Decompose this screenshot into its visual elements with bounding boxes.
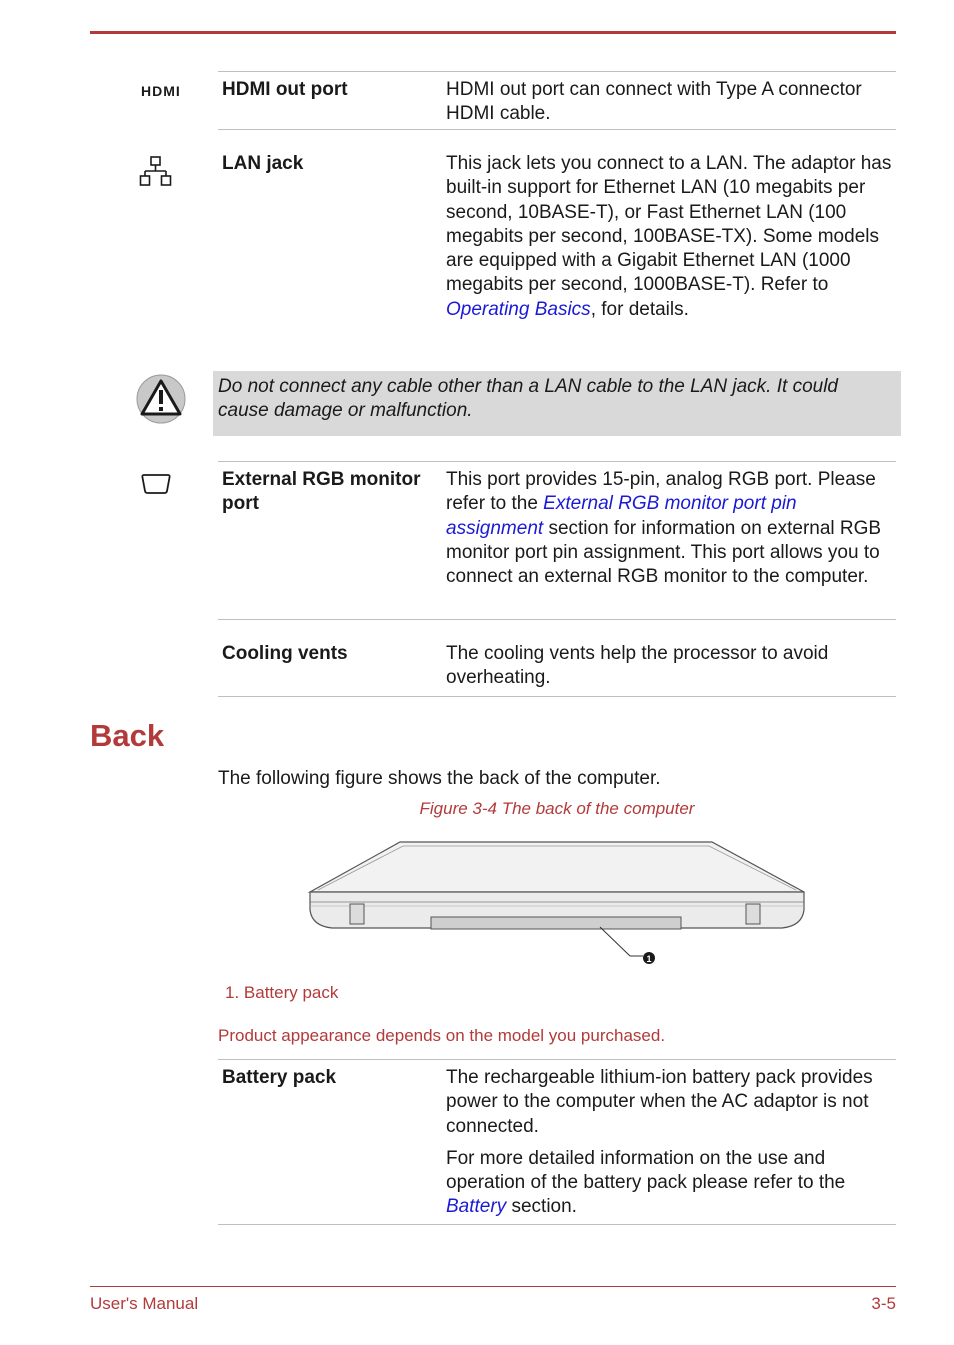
battery-desc-p2-tail: section.	[506, 1196, 577, 1218]
footer-title: User's Manual	[90, 1294, 199, 1313]
lan-icon	[139, 156, 173, 193]
page-number: 3-5	[871, 1294, 896, 1313]
cooling-desc: The cooling vents help the processor to avoid overheating.	[446, 643, 829, 689]
laptop-back-illustration	[308, 840, 808, 975]
rgb-desc-tail: section for information on external RGB monitor port pin assignment. This port allows you to connect an external RGB monitor to the computer.	[446, 517, 882, 588]
warning-icon	[136, 374, 186, 429]
lan-desc-tail: , for details.	[590, 298, 689, 320]
battery-term: Battery pack	[222, 1067, 337, 1088]
rgb-row	[218, 461, 896, 620]
warning-text: Do not connect any cable other than a LAN cable to the LAN jack. It could cause damage or malfunction.	[218, 376, 838, 422]
battery-desc-p1: The rechargeable lithium-ion battery pack provides power to the computer when the AC adaptor is not connected.	[446, 1067, 873, 1137]
hdmi-term: HDMI out port	[222, 79, 348, 100]
hdmi-row	[218, 71, 896, 130]
battery-desc-p2	[446, 1147, 896, 1220]
battery-link[interactable]: Battery	[446, 1196, 507, 1218]
cooling-term: Cooling vents	[222, 643, 348, 664]
svg-text:HDMI: HDMI	[141, 84, 181, 98]
back-intro: The following figure shows the back of the computer.	[218, 768, 661, 789]
rgb-term: External RGB monitor port	[222, 469, 421, 515]
svg-text:1: 1	[646, 954, 652, 964]
figure-legend-item: 1. Battery pack	[225, 983, 339, 1002]
rgb-desc	[446, 468, 896, 589]
hdmi-icon	[141, 84, 203, 103]
figure-caption: Figure 3-4 The back of the computer	[419, 799, 695, 818]
lan-row	[218, 129, 896, 354]
cooling-row	[218, 619, 896, 697]
operating-basics-link[interactable]: Operating Basics	[446, 298, 591, 320]
battery-desc	[446, 1066, 896, 1220]
rgb-port-icon	[141, 473, 171, 500]
battery-row	[218, 1059, 896, 1225]
header-rule	[90, 31, 896, 34]
rgb-desc-text: This port provides 15-pin, analog RGB port. Please refer to the	[446, 469, 876, 515]
appearance-note: Product appearance depends on the model you purchased.	[218, 1026, 666, 1045]
warning-box	[213, 371, 901, 436]
lan-desc	[446, 152, 896, 322]
rgb-pin-assignment-link[interactable]: External RGB monitor port pin assignment	[446, 493, 797, 539]
lan-desc-text: This jack lets you connect to a LAN. The adaptor has built-in support for Ethernet LAN (10 megabits per second, 10BASE-T), or Fast Ethernet LAN (100 megabits per second, 100BASE-TX). Some models are equipped with a Gigabit Ethernet LAN (1000 megabits per second, 1000BASE-T). Refer to	[446, 153, 892, 296]
section-heading: Back	[90, 718, 165, 753]
lan-term: LAN jack	[222, 153, 304, 174]
battery-desc-p2-text: For more detailed information on the use and operation of the battery pack please refer to the	[446, 1147, 846, 1194]
footer-rule	[90, 1286, 896, 1287]
hdmi-desc: HDMI out port can connect with Type A connector HDMI cable.	[446, 79, 862, 125]
